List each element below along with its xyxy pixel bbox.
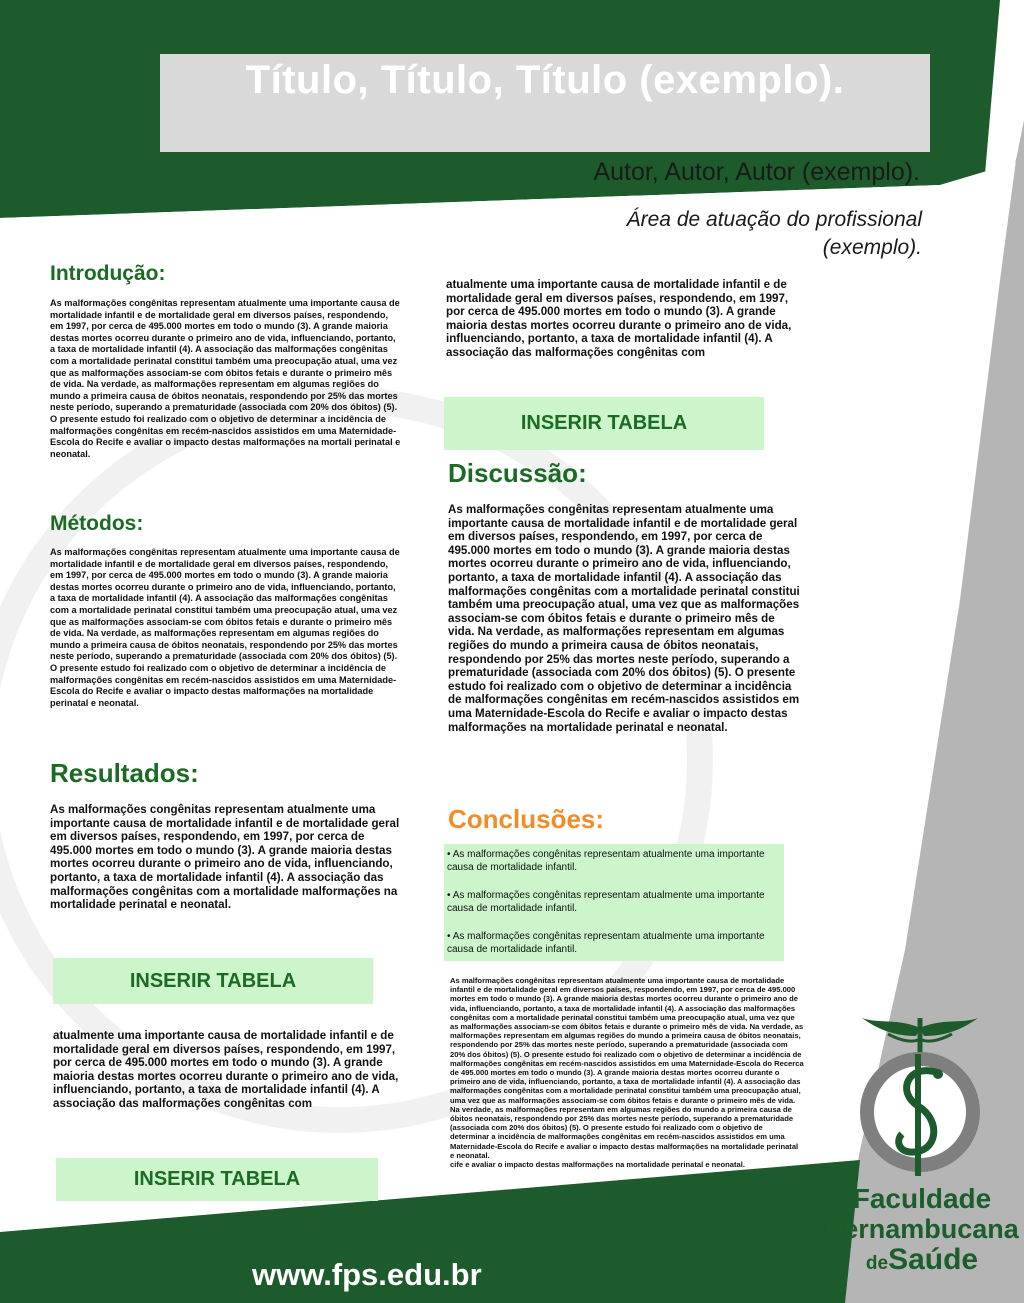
results-text: As malformações congênitas representam atualmente uma importante causa de mortalidade infantil e de mortalidade geral em diversos países, respondendo, em 1997, por cerca de 495.000 mortes em todo o mundo (3). A grande maioria destas mortes ocorreu durante o primeiro ano de vida, influenciando, portanto, a taxa de mortalidade infantil (4). A associação das malformações congênitas com a mortalidade malformações na mortalidade perinatal e neonatal.	[50, 803, 400, 912]
website-url: www.fps.edu.br	[252, 1257, 482, 1292]
results-table-placeholder-2: INSERIR TABELA	[56, 1158, 378, 1201]
intro-text: As malformações congênitas representam atualmente uma importante causa de mortalidade infantil e de mortalidade geral em diversos países, respondendo, em 1997, por cerca de 495.000 mortes em todo o mundo (3). A grande maioria destas mortes ocorreu durante o primeiro ano de vida, influenciando, portanto, a taxa de mortalidade infantil (4). A associação das malformações congênitas com a mortalidade perinatal constitui também uma preocupação atual, uma vez que as malformações associam-se com óbitos fetais e durante o primeiro mês de vida. Na verdade, as malformações representam em algumas regiões do mundo a primeira causa de óbitos neonatais, respondendo por 25% das mortes neste período, superando a prematuridade (associada com 20% dos óbitos) (5). O presente estudo foi realizado com o objetivo de determinar a incidência de malformações congênitas em recém-nascidos assistidos em uma Maternidade-Escola do Recife e avaliar o impacto destas malformações na mortali perinatal e neonatal.	[50, 298, 401, 459]
institution-name	[824, 1184, 1020, 1280]
right-top-text: atualmente uma importante causa de mortalidade infantil e de mortalidade geral em diversos países, respondendo, em 1997, por cerca de 495.000 mortes em todo o mundo (3). A grande maioria destas mortes ocorreu durante o primeiro ano de vida, influenciando, portanto, a taxa de mortalidade infantil (4). A associação das malformações congênitas com	[446, 278, 792, 359]
results-heading: Resultados:	[50, 758, 199, 788]
institution-saude: Saúde	[888, 1243, 979, 1276]
institution-de: de	[865, 1253, 889, 1274]
institution-line-2: Pernambucana	[825, 1214, 1019, 1244]
institution-line-1: Faculdade	[852, 1183, 992, 1214]
conclusion-item: • As malformações congênitas representam atualmente uma importante causa de mortalidade infantil.	[447, 890, 765, 914]
poster-title: Título, Título, Título (exemplo).	[245, 58, 845, 102]
intro-heading: Introdução:	[50, 262, 166, 285]
methods-heading: Métodos:	[50, 512, 144, 535]
institution-line-3	[824, 1244, 1020, 1280]
professional-area	[522, 206, 922, 262]
results-table-placeholder-1: INSERIR TABELA	[53, 958, 373, 1004]
conclusions-small-text-body: As malformações congênitas representam atualmente uma importante causa de mortalidade infantil e de mortalidade geral em diversos países, respondendo, em 1997, por cerca de 495.000 mortes em todo o mundo (3). A grande maioria destas mortes ocorreu durante o primeiro ano de vida, influenciando, portanto, a taxa de mortalidade infantil (4). A associação das malformações congênitas com a mortalidade perinatal constitui também uma preocupação atual, uma vez que as malformações associam-se com óbitos fetais e durante o primeiro mês de vida. Na verdade, as malformações representam em algumas regiões do mundo a primeira causa de óbitos neonatais, respondendo por 25% das mortes neste período, superando a prematuridade (associada com 20% dos óbitos) (5). O presente estudo foi realizado com o objetivo de determinar a incidência de malformações congênitas em recém-nascidos assistidos em uma Maternidade-Escola do Recerca de 495.000 mortes em todo o mundo (3). A grande maioria destas mortes ocorreu durante o primeiro ano de vida, influenciando, portanto, a taxa de mortalidade infantil (4). A associação das malformações congênitas com a mortalidade perinatal constitui também uma preocupação atual, uma vez que as malformações associam-se com óbitos fetais e durante o primeiro mês de vida. Na verdade, as malformações representam em algumas regiões do mundo a primeira causa de óbitos neonatais, respondendo por 25% das mortes neste período, superando a prematuridade (associada com 20% dos óbitos) (5). O presente estudo foi realizado com o objetivo de determinar a incidência de malformações congênitas em recém-nascidos assistidos em uma Maternidade-Escola do Recife e avaliar o impacto destas malformações na mortalidade perinatal e neonatal.	[450, 976, 804, 1160]
fps-logo-icon	[858, 1014, 982, 1180]
conclusion-item: • As malformações congênitas representam atualmente uma importante causa de mortalidade infantil.	[447, 931, 765, 955]
discussion-text: As malformações congênitas representam atualmente uma importante causa de mortalidade infantil e de mortalidade geral em diversos países, respondendo, em 1997, por cerca de 495.000 mortes em todo o mundo (3). A grande maioria destas mortes ocorreu durante o primeiro ano de vida, influenciando, portanto, a taxa de mortalidade infantil (4). A associação das malformações congênitas com a mortalidade perinatal constitui também uma preocupação atual, uma vez que as malformações associam-se com óbitos fetais e durante o primeiro mês de vida. Na verdade, as malformações representam em algumas regiões do mundo a primeira causa de óbitos neonatais, respondendo por 25% das mortes neste período, superando a prematuridade (associada com 20% dos óbitos) (5). O presente estudo foi realizado com o objetivo de determinar a incidência de malformações congênitas em recém-nascidos assistidos em uma Maternidade-Escola do Recife e avaliar o impacto destas malformações na mortalidade perinatal e neonatal.	[448, 503, 800, 734]
conclusions-heading: Conclusões:	[448, 804, 605, 834]
conclusions-box	[444, 844, 784, 961]
right-table-placeholder: INSERIR TABELA	[444, 397, 764, 450]
conclusions-small-text-last: cife e avaliar o impacto destas malformações na mortalidade perinatal e neonatal.	[450, 1160, 745, 1170]
conclusion-item: • As malformações congênitas representam atualmente uma importante causa de mortalidade infantil.	[447, 849, 765, 873]
methods-text: As malformações congênitas representam atualmente uma importante causa de mortalidade infantil e de mortalidade geral em diversos países, respondendo, em 1997, por cerca de 495.000 mortes em todo o mundo (3). A grande maioria destas mortes ocorreu durante o primeiro ano de vida, influenciando, portanto, a taxa de mortalidade infantil (4). A associação das malformações congênitas com a mortalidade perinatal constitui também uma preocupação atual, uma vez que as malformações associam-se com óbitos fetais e durante o primeiro mês de vida. Na verdade, as malformações representam em algumas regiões do mundo a primeira causa de óbitos neonatais, respondendo por 25% das mortes neste período, superando a prematuridade (associada com 20% dos óbitos) (5). O presente estudo foi realizado com o objetivo de determinar a incidência de malformações congênitas em recém-nascidos assistidos em uma Maternidade-Escola do Recife e avaliar o impacto destas malformações na mortalidade perinatal e neonatal.	[50, 547, 400, 708]
authors: Autor, Autor, Autor (exemplo).	[593, 158, 920, 186]
area-line-1: Área de atuação do profissional	[626, 208, 922, 231]
discussion-heading: Discussão:	[448, 458, 587, 488]
conclusions-small-text	[450, 976, 804, 1169]
area-line-2: (exemplo).	[822, 236, 922, 259]
results-text-2: atualmente uma importante causa de mortalidade infantil e de mortalidade geral em diversos países, respondendo, em 1997, por cerca de 495.000 mortes em todo o mundo (3). A grande maioria destas mortes ocorreu durante o primeiro ano de vida, influenciando, portanto, a taxa de mortalidade infantil (4). A associação das malformações congênitas com	[53, 1029, 399, 1110]
